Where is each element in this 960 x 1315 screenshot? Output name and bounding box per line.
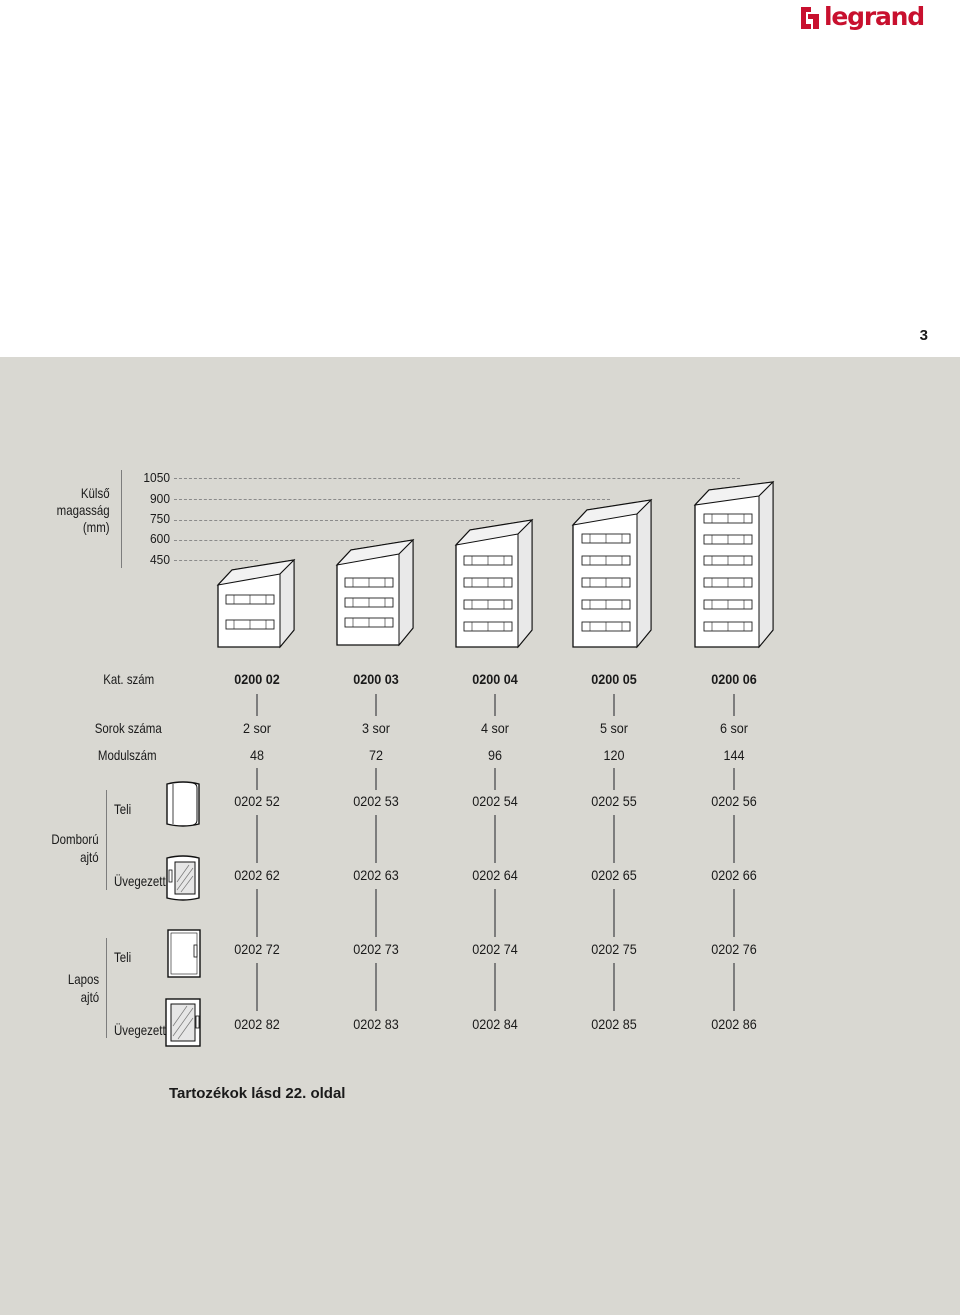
cat-number: 0200 06	[711, 671, 757, 687]
cat-number-label: Kat. szám	[102, 671, 154, 687]
cabinet-4-rows-image	[456, 520, 532, 647]
height-value: 600	[150, 531, 170, 546]
door-group-line	[106, 938, 107, 1038]
flat-solid-door-icon	[164, 927, 204, 981]
door-code: 0202 72	[234, 941, 280, 957]
door-code: 0202 63	[353, 867, 399, 883]
door-variant-glazed: Üvegezett	[114, 1022, 166, 1038]
height-value: 900	[150, 491, 170, 506]
door-code: 0202 55	[591, 793, 637, 809]
door-code: 0202 75	[591, 941, 637, 957]
modules-value: 48	[249, 747, 265, 763]
flat-glazed-door-icon	[162, 996, 204, 1050]
convex-solid-door-icon	[163, 778, 203, 830]
legrand-wordmark: legrand	[824, 2, 924, 31]
door-variant-glazed: Üvegezett	[114, 873, 166, 889]
modules-value: 120	[603, 747, 625, 763]
door-code: 0202 66	[711, 867, 757, 883]
door-variant-solid: Teli	[114, 949, 132, 965]
door-code: 0202 83	[353, 1016, 399, 1032]
door-code: 0202 85	[591, 1016, 637, 1032]
legrand-logo	[800, 2, 924, 34]
door-code: 0202 76	[711, 941, 757, 957]
door-code: 0202 62	[234, 867, 280, 883]
rows-value: 3 sor	[361, 720, 391, 736]
page-number: 3	[919, 327, 928, 344]
door-code: 0202 84	[472, 1016, 518, 1032]
door-variant-solid: Teli	[114, 801, 132, 817]
door-code: 0202 52	[234, 793, 280, 809]
door-code: 0202 73	[353, 941, 399, 957]
door-group-label-flat: Lapos ajtó	[67, 971, 99, 1005]
door-code: 0202 54	[472, 793, 518, 809]
product-table	[207, 671, 767, 1041]
cat-number: 0200 04	[472, 671, 518, 687]
cabinet-illustrations	[200, 470, 800, 655]
cabinet-3-rows-image	[337, 540, 413, 645]
modules-value: 96	[487, 747, 503, 763]
cat-number: 0200 02	[234, 671, 280, 687]
rows-value: 4 sor	[480, 720, 510, 736]
door-code: 0202 56	[711, 793, 757, 809]
door-code: 0202 82	[234, 1016, 280, 1032]
door-code: 0202 53	[353, 793, 399, 809]
height-value: 1050	[143, 470, 170, 485]
rows-label: Sorok száma	[95, 720, 162, 736]
door-code: 0202 64	[472, 867, 518, 883]
modules-label: Modulszám	[98, 747, 157, 763]
height-value: 750	[150, 511, 170, 526]
rows-value: 6 sor	[719, 720, 749, 736]
accessories-note: Tartozékok lásd 22. oldal	[169, 1085, 346, 1102]
modules-value: 144	[723, 747, 745, 763]
convex-glazed-door-icon	[163, 852, 203, 904]
door-group-line	[106, 790, 107, 890]
height-axis-line	[121, 470, 122, 568]
cat-number: 0200 03	[353, 671, 399, 687]
rows-value: 5 sor	[599, 720, 629, 736]
door-code: 0202 86	[711, 1016, 757, 1032]
height-axis-label: Külső magasság (mm)	[57, 485, 110, 535]
door-group-label-convex: Domború ajtó	[51, 831, 99, 865]
cabinet-2-rows-image	[218, 560, 294, 647]
legrand-logo-mark-icon	[800, 6, 820, 30]
cat-number: 0200 05	[591, 671, 637, 687]
cabinet-6-rows-image	[695, 482, 773, 647]
rows-value: 2 sor	[242, 720, 272, 736]
cabinet-5-rows-image	[573, 500, 651, 647]
door-code: 0202 65	[591, 867, 637, 883]
height-value: 450	[150, 552, 170, 567]
door-code: 0202 74	[472, 941, 518, 957]
modules-value: 72	[368, 747, 384, 763]
